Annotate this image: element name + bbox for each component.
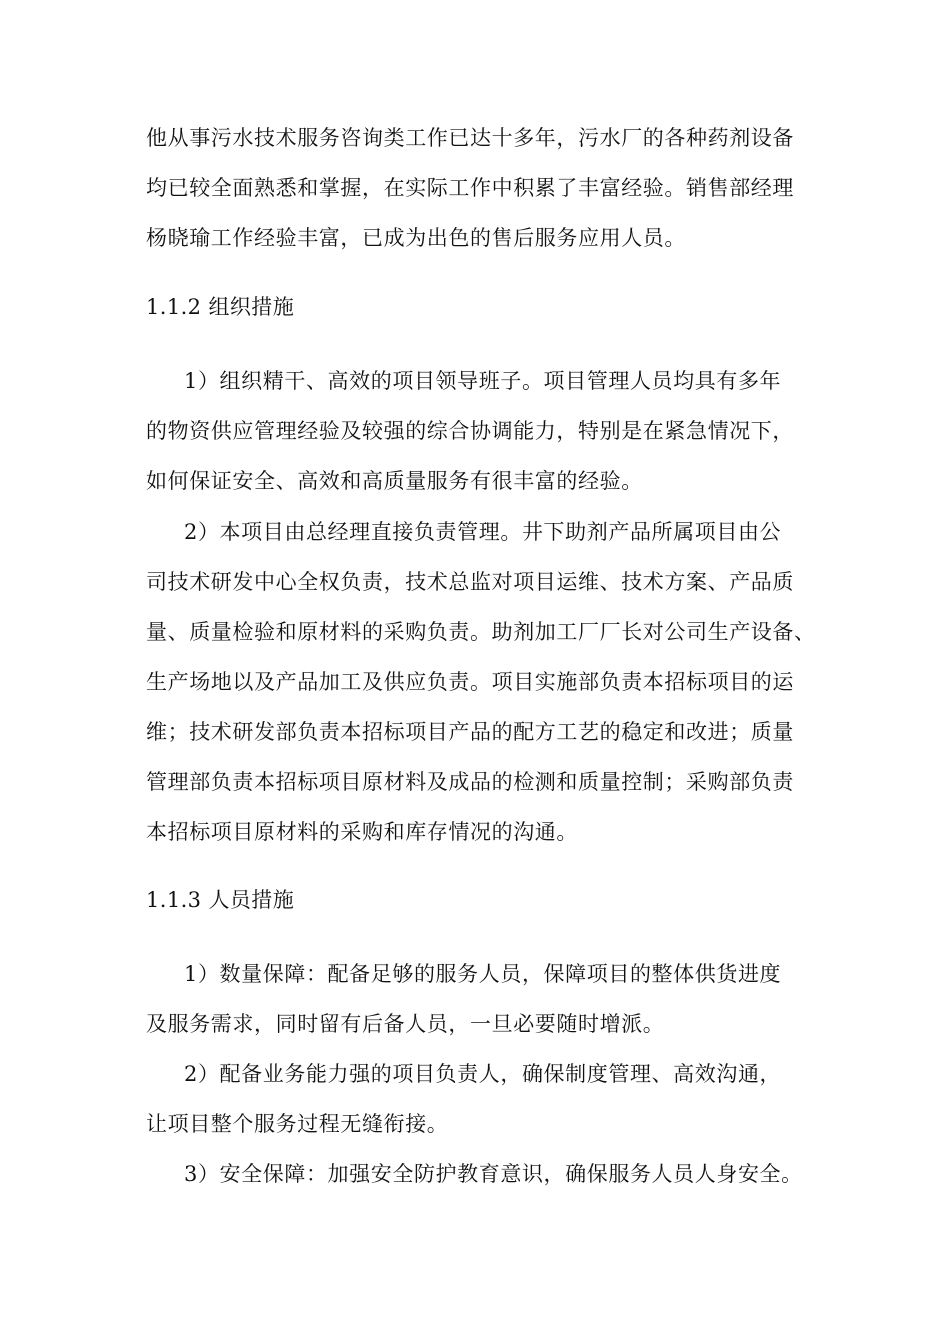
s113-p1-line-1: 1）数量保障：配备足够的服务人员，保障项目的整体供货进度 bbox=[184, 962, 782, 986]
s113-p2-line-2: 让项目整个服务过程无缝衔接。 bbox=[146, 1112, 449, 1136]
s113-p1-line-2: 及服务需求，同时留有后备人员，一旦必要随时增派。 bbox=[146, 1012, 665, 1036]
s112-p2-line-3: 量、质量检验和原材料的采购负责。助剂加工厂厂长对公司生产设备、 bbox=[146, 620, 816, 644]
s112-p2-line-7: 本招标项目原材料的采购和库存情况的沟通。 bbox=[146, 820, 578, 844]
s112-p2-line-1: 2）本项目由总经理直接负责管理。井下助剂产品所属项目由公 bbox=[184, 520, 782, 544]
intro-line-1: 他从事污水技术服务咨询类工作已达十多年，污水厂的各种药剂设备 bbox=[146, 126, 794, 150]
s113-p2-line-1: 2）配备业务能力强的项目负责人，确保制度管理、高效沟通， bbox=[184, 1062, 782, 1086]
s113-p3-line-1: 3）安全保障：加强安全防护教育意识，确保服务人员人身安全。 bbox=[184, 1162, 803, 1186]
s112-p2-line-4: 生产场地以及产品加工及供应负责。项目实施部负责本招标项目的运 bbox=[146, 670, 794, 694]
section-113-heading: 1.1.3 人员措施 bbox=[146, 888, 295, 912]
s112-p1-line-2: 的物资供应管理经验及较强的综合协调能力，特别是在紧急情况下， bbox=[146, 419, 794, 443]
s112-p2-line-2: 司技术研发中心全权负责，技术总监对项目运维、技术方案、产品质 bbox=[146, 570, 794, 594]
s112-p2-line-5: 维；技术研发部负责本招标项目产品的配方工艺的稳定和改进；质量 bbox=[146, 720, 794, 744]
intro-line-2: 均已较全面熟悉和掌握，在实际工作中积累了丰富经验。销售部经理 bbox=[146, 176, 794, 200]
section-112-heading: 1.1.2 组织措施 bbox=[146, 295, 295, 319]
intro-line-3: 杨晓瑜工作经验丰富，已成为出色的售后服务应用人员。 bbox=[146, 226, 686, 250]
s112-p1-line-1: 1）组织精干、高效的项目领导班子。项目管理人员均具有多年 bbox=[184, 369, 782, 393]
s112-p1-line-3: 如何保证安全、高效和高质量服务有很丰富的经验。 bbox=[146, 469, 643, 493]
s112-p2-line-6: 管理部负责本招标项目原材料及成品的检测和质量控制；采购部负责 bbox=[146, 770, 794, 794]
